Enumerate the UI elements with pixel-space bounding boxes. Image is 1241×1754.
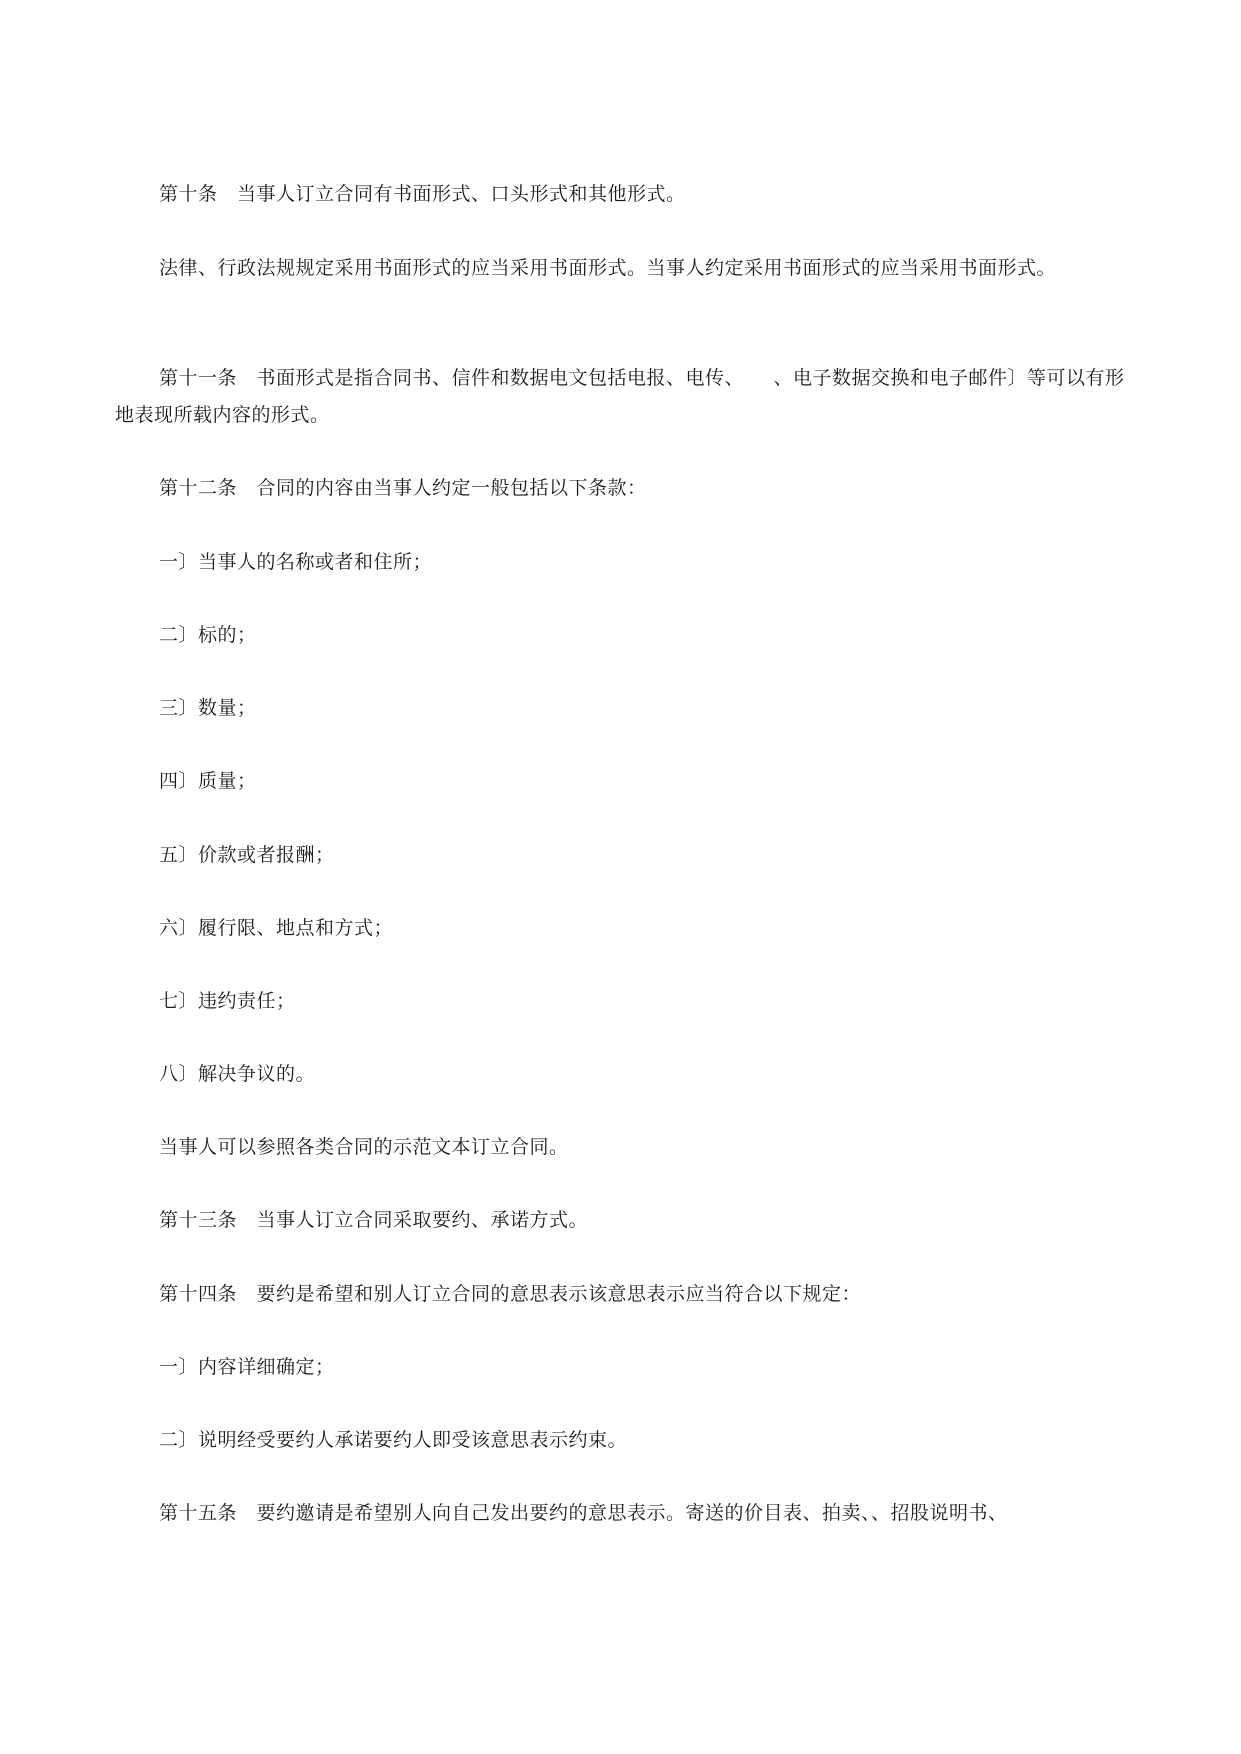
list-item-1: 一〕当事人的名称或者和住所； (159, 551, 433, 573)
list-item-5: 五〕价款或者报酬； (159, 844, 335, 866)
paragraph-article-15: 第十五条 要约邀请是希望别人向自己发出要约的意思表示。寄送的价目表、拍卖、、招股说明书、 (159, 1502, 1008, 1524)
list-item-4: 四〕质量； (159, 770, 257, 792)
offer-item-2: 二〕说明经受要约人承诺要约人即受该意思表示约束。 (159, 1429, 628, 1451)
paragraph-written-form-law: 法律、行政法规规定采用书面形式的应当采用书面形式。当事人约定采用书面形式的应当采用书面形式。 (159, 257, 1057, 279)
list-item-3: 三〕数量； (159, 697, 257, 719)
offer-item-1: 一〕内容详细确定； (159, 1356, 335, 1378)
paragraph-article-10: 第十条 当事人订立合同有书面形式、口头形式和其他形式。 (159, 183, 686, 205)
list-item-8: 八〕解决争议的。 (159, 1063, 316, 1085)
paragraph-article-11: 第十一条 书面形式是指合同书、信件和数据电文包括电报、电传、 、电子数据交换和电子邮件〕等可以有形地表现所载内容的形式。 (115, 367, 1125, 426)
paragraph-article-13: 第十三条 当事人订立合同采取要约、承诺方式。 (159, 1209, 589, 1231)
list-item-6: 六〕履行限、地点和方式； (159, 917, 394, 939)
list-item-2: 二〕标的； (159, 624, 257, 646)
paragraph-article-12: 第十二条 合同的内容由当事人约定一般包括以下条款： (159, 477, 647, 499)
paragraph-model-text: 当事人可以参照各类合同的示范文本订立合同。 (159, 1136, 569, 1158)
list-item-7: 七〕违约责任； (159, 990, 296, 1012)
paragraph-article-14: 第十四条 要约是希望和别人订立合同的意思表示该意思表示应当符合以下规定： (159, 1283, 862, 1305)
